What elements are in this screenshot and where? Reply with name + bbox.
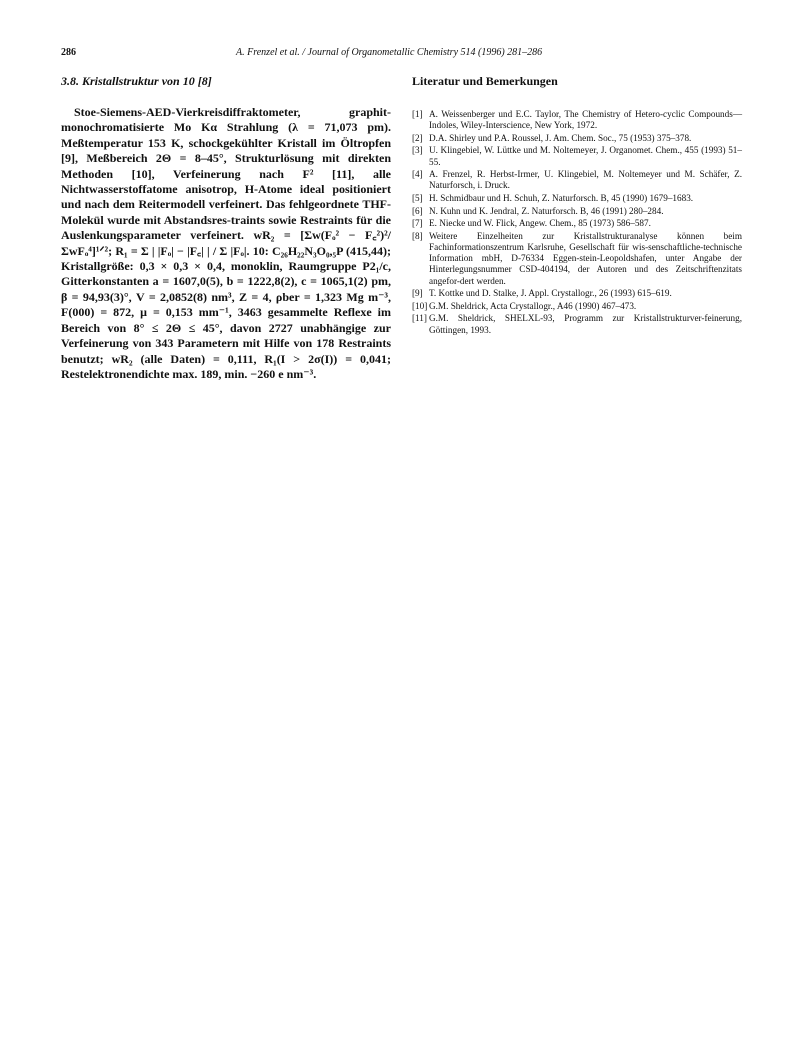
reference-item: [412, 206, 742, 217]
reference-number: [9]: [412, 288, 423, 299]
reference-item: [412, 301, 742, 312]
reference-number: [10]: [412, 300, 428, 311]
reference-number: [8]: [412, 230, 423, 241]
reference-text: G.M. Sheldrick, Acta Crystallogr., A46 (1990) 467–473.: [429, 300, 637, 311]
reference-item: [412, 193, 742, 204]
reference-item: [412, 231, 742, 287]
references-title: Literatur und Bemerkungen: [412, 74, 558, 88]
reference-text: N. Kuhn und K. Jendral, Z. Naturforsch. B, 46 (1991) 280–284.: [429, 205, 664, 216]
reference-number: [4]: [412, 169, 423, 180]
reference-text: A. Frenzel, R. Herbst-Irmer, U. Klingebiel, M. Noltemeyer und M. Schäfer, Z. Naturforsch, i. Druck.: [429, 169, 742, 191]
reference-number: [6]: [412, 205, 423, 216]
reference-text: A. Weissenberger und E.C. Taylor, The Chemistry of Hetero-cyclic Compounds— Indoles, Wiley-Interscience, New York, 1972.: [429, 109, 742, 131]
reference-item: [412, 313, 742, 335]
reference-text: Weitere Einzelheiten zur Kristallstrukturanalyse können beim Fachinformationszentrum Karlsruhe, Gesellschaft für wis-senschaftliche-technische Information mbH, D-76334 Eggen-stein-Leopoldshafen, unter Angabe der Hinterlegungsnummer CSD-404194, der Autoren und des Zeitschriftenzitats angefor-dert werden.: [429, 230, 742, 286]
page-header: [61, 47, 737, 61]
reference-item: [412, 133, 742, 144]
reference-item: [412, 218, 742, 229]
page-number: 286: [61, 47, 76, 58]
reference-list: [412, 109, 742, 336]
reference-number: [1]: [412, 109, 423, 119]
reference-text: H. Schmidbaur und H. Schuh, Z. Naturforsch. B, 45 (1990) 1679–1683.: [429, 192, 694, 203]
reference-text: T. Kottke und D. Stalke, J. Appl. Crystallogr., 26 (1993) 615–619.: [429, 288, 672, 299]
reference-item: [412, 145, 742, 167]
reference-text: U. Klingebiel, W. Lüttke und M. Noltemeyer, J. Organomet. Chem., 455 (1993) 51–55.: [429, 145, 742, 167]
reference-number: [5]: [412, 192, 423, 203]
reference-item: [412, 169, 742, 191]
reference-text: G.M. Sheldrick, SHELXL-93, Programm zur Kristallstrukturver-feinerung, Göttingen, 1993.: [429, 313, 742, 335]
reference-number: [2]: [412, 132, 423, 143]
reference-number: [3]: [412, 145, 423, 156]
section-title: 3.8. Kristallstruktur von 10 [8]: [61, 74, 212, 88]
reference-number: [7]: [412, 218, 423, 229]
left-column: [61, 74, 391, 382]
reference-text: E. Niecke und W. Flick, Angew. Chem., 85 (1973) 586–587.: [429, 218, 651, 229]
right-column: [412, 74, 742, 337]
reference-number: [11]: [412, 313, 427, 324]
reference-item: [412, 109, 742, 131]
reference-text: D.A. Shirley und P.A. Roussel, J. Am. Chem. Soc., 75 (1953) 375–378.: [429, 132, 692, 143]
body-paragraph: Stoe-Siemens-AED-Vierkreisdiffraktometer, graphit-monochromatisierte Mo Kα Strahlung (λ = 71,073 pm). Meßtemperatur 153 K, schockgekühlter Kristall im Öltropfen [9], Meßbereich 2Θ = 8–45°, Strukturlösung mit direkten Methoden [10], Verfeinerung nach F² [11], alle Nichtwasserstoffatome anisotrop, H-Atome ideal positioniert und nach dem Reitermodell verfeinert. Das fehlgeordnete THF-Molekül wurde mit Abstandsres-traints sowie Restraints für die Auslenkungsparameter verfeinert. wR₂ = [Σw(Fₒ² − F꜀²)²/ΣwFₒ⁴]¹ᐟ²; R₁ = Σ | |Fₒ| − |F꜀| | / Σ |Fₒ|. 10: C₂₆H₂₂N₃O₀,₅P (415,44); Kristallgröße: 0,3 × 0,3 × 0,4, monoklin, Raumgruppe P2₁/c, Gitterkonstanten a = 1607,0(5), b = 1222,8(2), c = 1065,1(2) pm, β = 94,93(3)°, V = 2,0852(8) nm³, Z = 4, ρber = 1,323 Mg m⁻³, F(000) = 872, μ = 0,153 mm⁻¹, 3463 gesammelte Reflexe im Bereich von 8° ≤ 2Θ ≤ 45°, davon 2727 unabhängige zur Verfeinerung von 343 Parametern mit Hilfe von 178 Restraints benutzt; wR₂ (alle Daten) = 0,111, R₁(I > 2σ(I)) = 0,041; Restelektronendichte max. 189, min. −260 e nm⁻³.: [61, 105, 391, 381]
reference-item: [412, 288, 742, 299]
running-title: A. Frenzel et al. / Journal of Organometallic Chemistry 514 (1996) 281–286: [236, 47, 543, 58]
